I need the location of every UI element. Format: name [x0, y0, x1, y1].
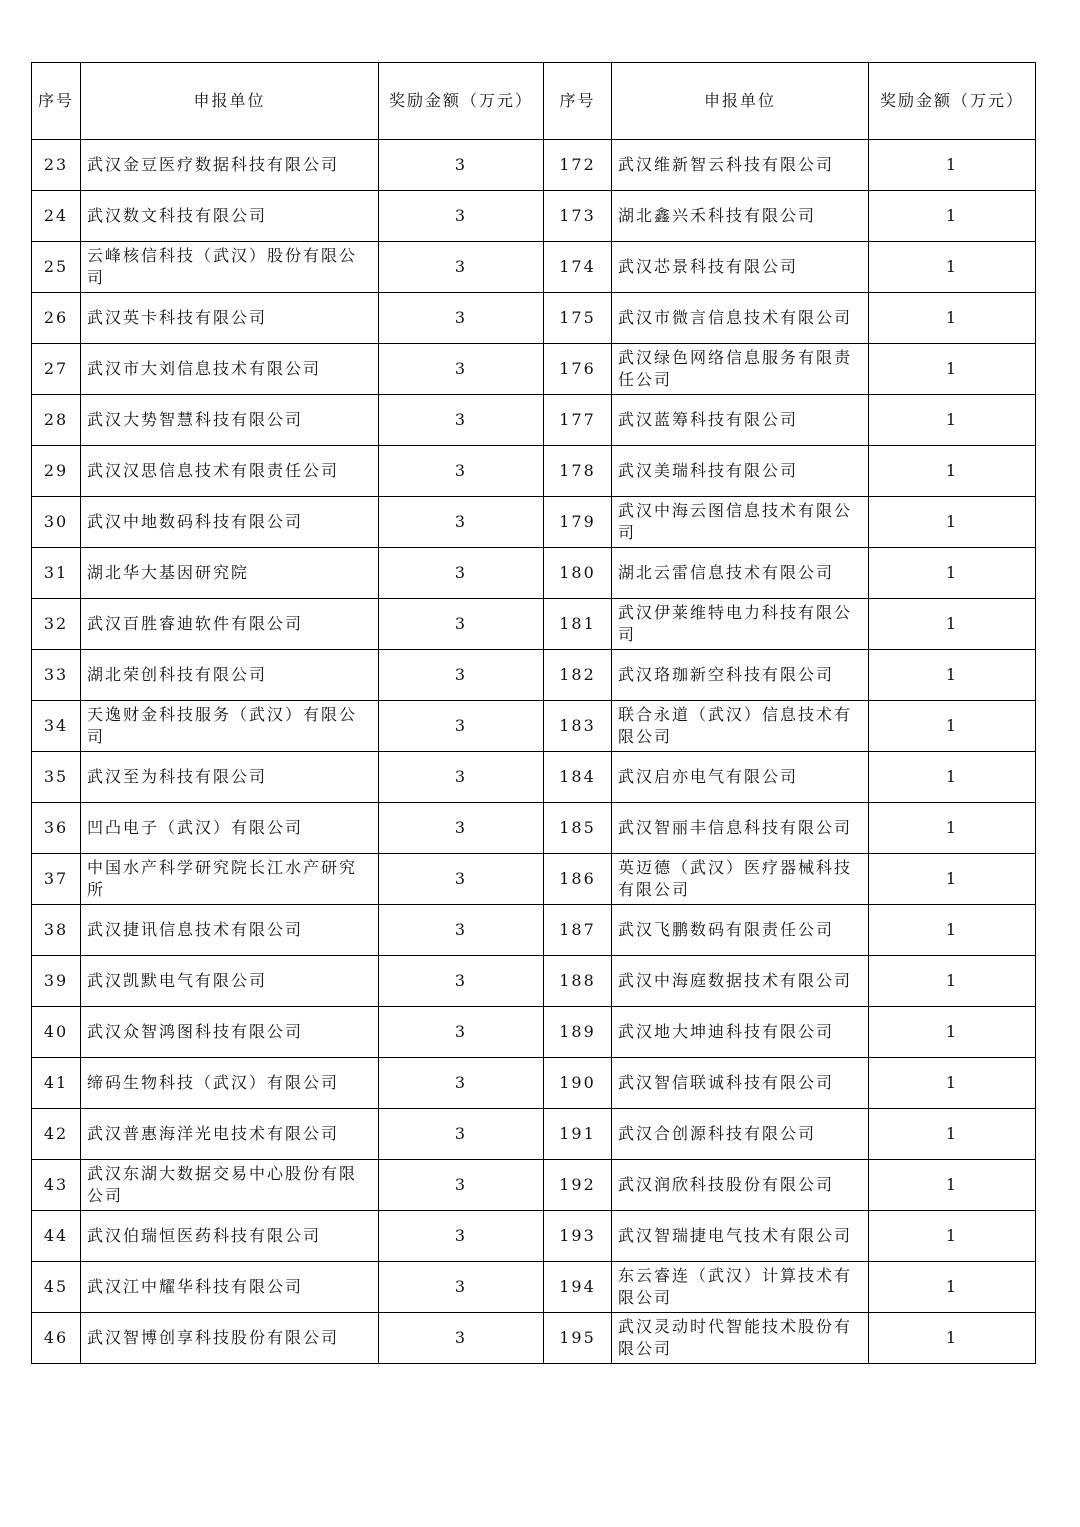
row-amount-left: 3	[379, 1262, 544, 1313]
row-amount-left: 3	[379, 548, 544, 599]
table-row	[32, 803, 1036, 854]
row-unit-right: 武汉智瑞捷电气技术有限公司	[612, 1211, 869, 1262]
table-row	[32, 599, 1036, 650]
row-unit-left: 湖北华大基因研究院	[81, 548, 379, 599]
row-no-left: 42	[32, 1109, 81, 1160]
row-amount-left: 3	[379, 1313, 544, 1364]
row-unit-right: 武汉伊莱维特电力科技有限公司	[612, 599, 869, 650]
table-body	[32, 140, 1036, 1364]
row-no-left: 23	[32, 140, 81, 191]
row-unit-right: 武汉中海庭数据技术有限公司	[612, 956, 869, 1007]
row-amount-right: 1	[869, 548, 1036, 599]
header-no-right: 序号	[544, 63, 612, 140]
row-no-left: 32	[32, 599, 81, 650]
table-row	[32, 497, 1036, 548]
row-no-right: 181	[544, 599, 612, 650]
row-no-right: 189	[544, 1007, 612, 1058]
row-amount-left: 3	[379, 1109, 544, 1160]
row-amount-right: 1	[869, 344, 1036, 395]
row-amount-left: 3	[379, 1160, 544, 1211]
row-no-right: 193	[544, 1211, 612, 1262]
row-amount-right: 1	[869, 854, 1036, 905]
row-unit-right: 武汉市微言信息技术有限公司	[612, 293, 869, 344]
row-amount-right: 1	[869, 1007, 1036, 1058]
row-unit-right: 武汉珞珈新空科技有限公司	[612, 650, 869, 701]
row-amount-right: 1	[869, 293, 1036, 344]
table-row	[32, 1262, 1036, 1313]
table-row	[32, 395, 1036, 446]
row-unit-right: 武汉美瑞科技有限公司	[612, 446, 869, 497]
row-amount-left: 3	[379, 140, 544, 191]
row-amount-left: 3	[379, 446, 544, 497]
row-no-right: 187	[544, 905, 612, 956]
table-row	[32, 650, 1036, 701]
row-amount-right: 1	[869, 1262, 1036, 1313]
row-unit-left: 武汉汉思信息技术有限责任公司	[81, 446, 379, 497]
header-no-left: 序号	[32, 63, 81, 140]
row-unit-right: 英迈德（武汉）医疗器械科技有限公司	[612, 854, 869, 905]
table-row	[32, 1007, 1036, 1058]
row-amount-right: 1	[869, 242, 1036, 293]
table-row	[32, 140, 1036, 191]
row-unit-right: 武汉地大坤迪科技有限公司	[612, 1007, 869, 1058]
table-row	[32, 191, 1036, 242]
row-unit-left: 缔码生物科技（武汉）有限公司	[81, 1058, 379, 1109]
table-header-row	[32, 63, 1036, 140]
row-unit-right: 武汉蓝筹科技有限公司	[612, 395, 869, 446]
row-amount-right: 1	[869, 752, 1036, 803]
row-amount-left: 3	[379, 1058, 544, 1109]
row-unit-left: 武汉江中耀华科技有限公司	[81, 1262, 379, 1313]
table-row	[32, 1211, 1036, 1262]
header-unit-left: 申报单位	[81, 63, 379, 140]
row-unit-left: 武汉众智鸿图科技有限公司	[81, 1007, 379, 1058]
table-row	[32, 1160, 1036, 1211]
row-no-left: 40	[32, 1007, 81, 1058]
row-unit-left: 武汉百胜睿迪软件有限公司	[81, 599, 379, 650]
row-unit-left: 武汉捷讯信息技术有限公司	[81, 905, 379, 956]
row-amount-right: 1	[869, 599, 1036, 650]
row-amount-right: 1	[869, 191, 1036, 242]
row-no-right: 191	[544, 1109, 612, 1160]
row-amount-right: 1	[869, 905, 1036, 956]
row-unit-right: 湖北云雷信息技术有限公司	[612, 548, 869, 599]
row-unit-right: 武汉灵动时代智能技术股份有限公司	[612, 1313, 869, 1364]
row-unit-left: 武汉市大刘信息技术有限公司	[81, 344, 379, 395]
row-no-left: 27	[32, 344, 81, 395]
row-no-left: 36	[32, 803, 81, 854]
row-no-right: 194	[544, 1262, 612, 1313]
row-no-left: 25	[32, 242, 81, 293]
row-unit-right: 武汉智信联诚科技有限公司	[612, 1058, 869, 1109]
row-no-right: 176	[544, 344, 612, 395]
row-amount-right: 1	[869, 395, 1036, 446]
table-row	[32, 956, 1036, 1007]
row-amount-left: 3	[379, 1007, 544, 1058]
row-no-right: 177	[544, 395, 612, 446]
table-row	[32, 293, 1036, 344]
row-unit-right: 武汉智丽丰信息科技有限公司	[612, 803, 869, 854]
row-no-left: 28	[32, 395, 81, 446]
row-amount-right: 1	[869, 701, 1036, 752]
row-amount-right: 1	[869, 1109, 1036, 1160]
row-amount-left: 3	[379, 803, 544, 854]
row-amount-left: 3	[379, 497, 544, 548]
row-no-right: 183	[544, 701, 612, 752]
table-row	[32, 446, 1036, 497]
row-unit-left: 湖北荣创科技有限公司	[81, 650, 379, 701]
header-amount-left: 奖励金额（万元）	[379, 63, 544, 140]
row-unit-left: 武汉伯瑞恒医药科技有限公司	[81, 1211, 379, 1262]
row-no-left: 26	[32, 293, 81, 344]
row-unit-right: 武汉启亦电气有限公司	[612, 752, 869, 803]
row-no-right: 185	[544, 803, 612, 854]
row-no-right: 188	[544, 956, 612, 1007]
row-amount-left: 3	[379, 752, 544, 803]
row-no-right: 174	[544, 242, 612, 293]
row-unit-left: 武汉至为科技有限公司	[81, 752, 379, 803]
row-no-right: 180	[544, 548, 612, 599]
row-unit-right: 东云睿连（武汉）计算技术有限公司	[612, 1262, 869, 1313]
row-unit-right: 武汉飞鹏数码有限责任公司	[612, 905, 869, 956]
table-row	[32, 344, 1036, 395]
table-row	[32, 701, 1036, 752]
row-no-right: 179	[544, 497, 612, 548]
row-no-right: 195	[544, 1313, 612, 1364]
row-no-left: 31	[32, 548, 81, 599]
row-unit-left: 武汉英卡科技有限公司	[81, 293, 379, 344]
row-unit-right: 武汉绿色网络信息服务有限责任公司	[612, 344, 869, 395]
row-amount-right: 1	[869, 803, 1036, 854]
table-row	[32, 548, 1036, 599]
table-row	[32, 854, 1036, 905]
row-amount-right: 1	[869, 446, 1036, 497]
row-unit-left: 武汉数文科技有限公司	[81, 191, 379, 242]
row-no-left: 37	[32, 854, 81, 905]
row-amount-left: 3	[379, 599, 544, 650]
row-no-right: 173	[544, 191, 612, 242]
row-amount-right: 1	[869, 140, 1036, 191]
award-table	[31, 62, 1036, 1364]
row-unit-left: 武汉金豆医疗数据科技有限公司	[81, 140, 379, 191]
table-row	[32, 752, 1036, 803]
row-no-left: 46	[32, 1313, 81, 1364]
row-amount-right: 1	[869, 1058, 1036, 1109]
row-amount-left: 3	[379, 956, 544, 1007]
row-no-left: 41	[32, 1058, 81, 1109]
row-no-right: 175	[544, 293, 612, 344]
table-row	[32, 1058, 1036, 1109]
row-no-right: 186	[544, 854, 612, 905]
row-no-left: 35	[32, 752, 81, 803]
row-unit-left: 凹凸电子（武汉）有限公司	[81, 803, 379, 854]
row-amount-left: 3	[379, 650, 544, 701]
row-no-left: 30	[32, 497, 81, 548]
row-amount-right: 1	[869, 1160, 1036, 1211]
row-unit-right: 武汉合创源科技有限公司	[612, 1109, 869, 1160]
row-amount-left: 3	[379, 701, 544, 752]
table-row	[32, 905, 1036, 956]
row-unit-left: 武汉凯默电气有限公司	[81, 956, 379, 1007]
table-row	[32, 242, 1036, 293]
row-unit-right: 武汉中海云图信息技术有限公司	[612, 497, 869, 548]
row-no-right: 172	[544, 140, 612, 191]
row-unit-left: 天逸财金科技服务（武汉）有限公司	[81, 701, 379, 752]
row-unit-left: 云峰核信科技（武汉）股份有限公司	[81, 242, 379, 293]
row-no-left: 44	[32, 1211, 81, 1262]
row-unit-right: 湖北鑫兴禾科技有限公司	[612, 191, 869, 242]
row-unit-right: 联合永道（武汉）信息技术有限公司	[612, 701, 869, 752]
row-no-right: 190	[544, 1058, 612, 1109]
row-unit-left: 武汉东湖大数据交易中心股份有限公司	[81, 1160, 379, 1211]
row-no-left: 39	[32, 956, 81, 1007]
row-no-left: 33	[32, 650, 81, 701]
header-amount-right: 奖励金额（万元）	[869, 63, 1036, 140]
row-no-left: 45	[32, 1262, 81, 1313]
row-amount-left: 3	[379, 344, 544, 395]
row-unit-right: 武汉维新智云科技有限公司	[612, 140, 869, 191]
row-amount-left: 3	[379, 905, 544, 956]
row-no-left: 29	[32, 446, 81, 497]
row-no-right: 178	[544, 446, 612, 497]
row-unit-left: 武汉智博创享科技股份有限公司	[81, 1313, 379, 1364]
row-unit-left: 武汉普惠海洋光电技术有限公司	[81, 1109, 379, 1160]
row-unit-left: 武汉大势智慧科技有限公司	[81, 395, 379, 446]
row-amount-right: 1	[869, 497, 1036, 548]
row-amount-left: 3	[379, 293, 544, 344]
row-amount-left: 3	[379, 1211, 544, 1262]
row-amount-right: 1	[869, 1211, 1036, 1262]
header-unit-right: 申报单位	[612, 63, 869, 140]
row-no-left: 24	[32, 191, 81, 242]
row-amount-right: 1	[869, 1313, 1036, 1364]
row-no-right: 182	[544, 650, 612, 701]
row-no-left: 38	[32, 905, 81, 956]
row-no-right: 192	[544, 1160, 612, 1211]
row-unit-right: 武汉芯景科技有限公司	[612, 242, 869, 293]
row-amount-left: 3	[379, 395, 544, 446]
table-row	[32, 1313, 1036, 1364]
row-amount-left: 3	[379, 242, 544, 293]
row-unit-left: 武汉中地数码科技有限公司	[81, 497, 379, 548]
row-amount-right: 1	[869, 956, 1036, 1007]
row-unit-right: 武汉润欣科技股份有限公司	[612, 1160, 869, 1211]
row-no-right: 184	[544, 752, 612, 803]
row-amount-right: 1	[869, 650, 1036, 701]
row-amount-left: 3	[379, 854, 544, 905]
row-unit-left: 中国水产科学研究院长江水产研究所	[81, 854, 379, 905]
table-row	[32, 1109, 1036, 1160]
row-no-left: 34	[32, 701, 81, 752]
row-amount-left: 3	[379, 191, 544, 242]
row-no-left: 43	[32, 1160, 81, 1211]
